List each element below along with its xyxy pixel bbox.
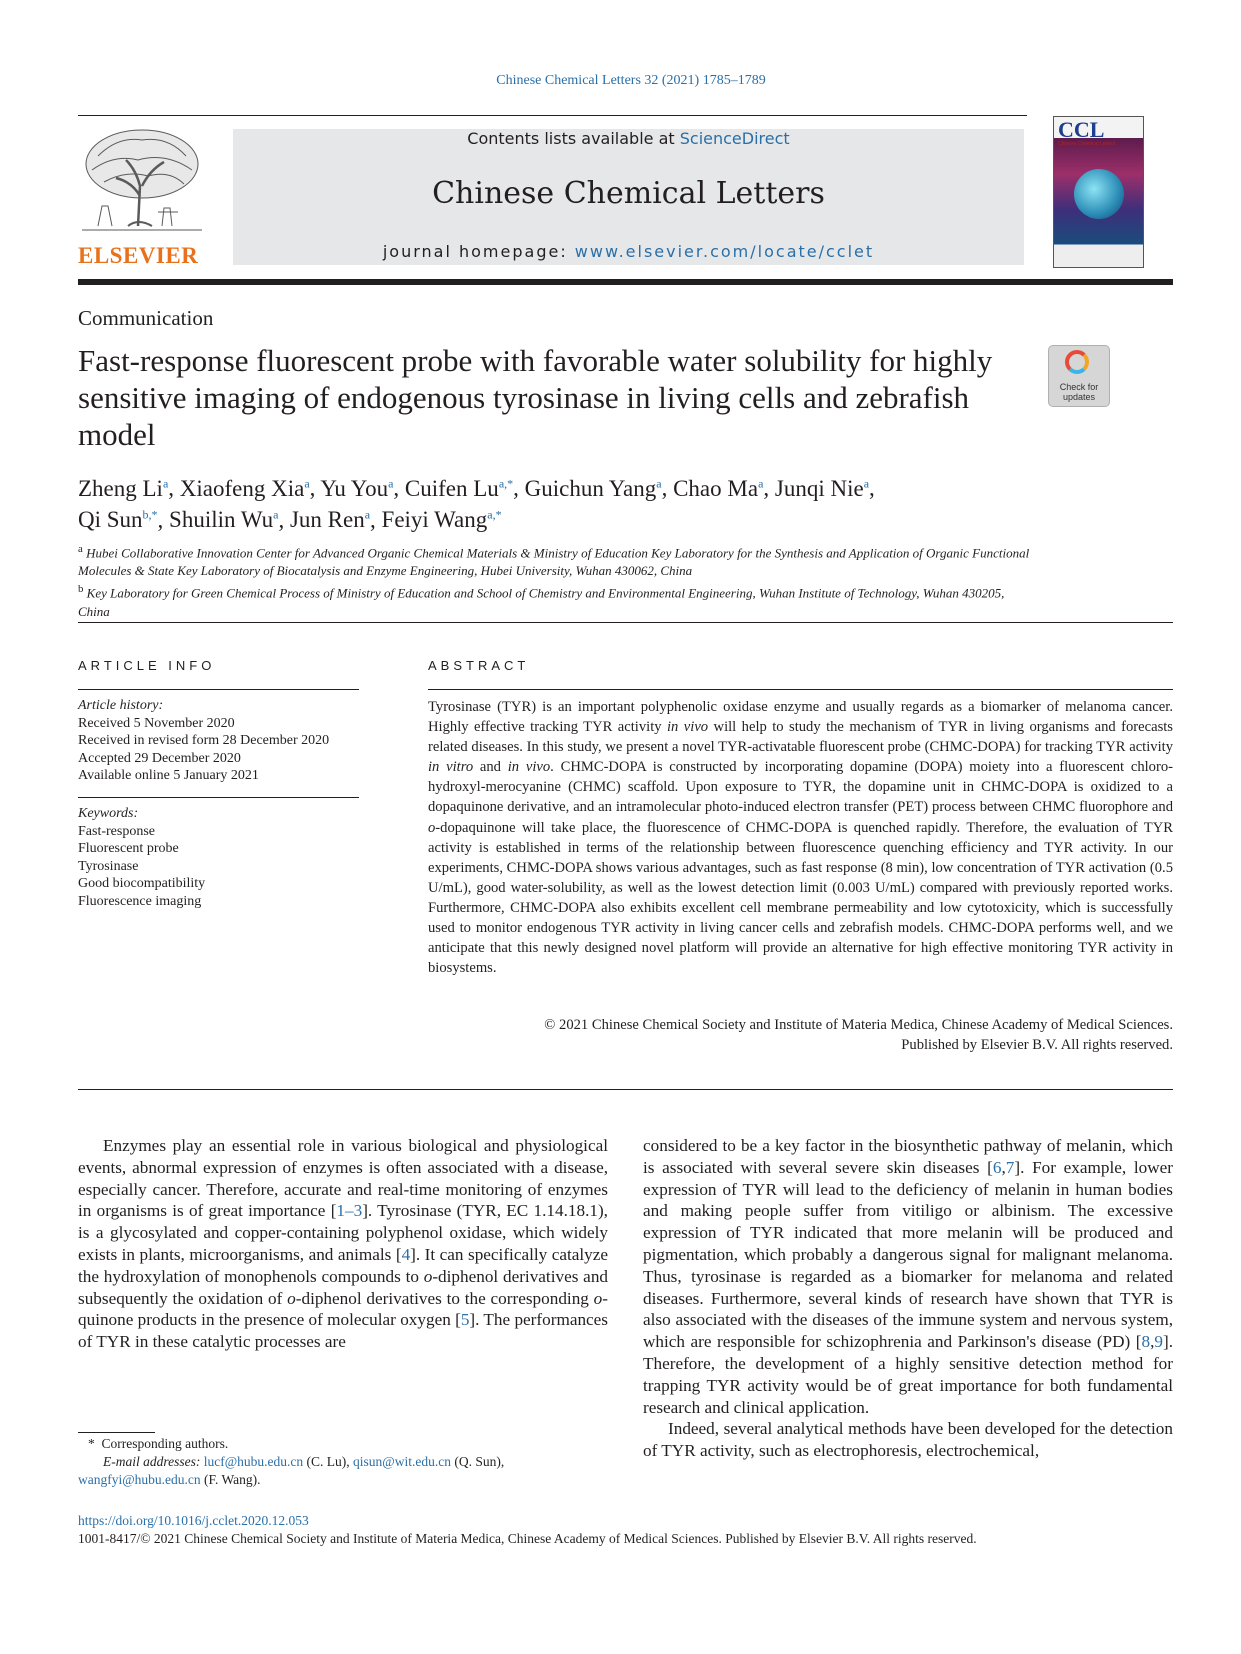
header-thick-rule — [78, 279, 1173, 285]
abstract-text: Tyrosinase (TYR) is an important polyphenolic oxidase enzyme and usually regards as a biomarker of melanoma cancer. Highly effective tracking TYR activity in vivo will help to study the mechanism of TYR in living organisms and forecasts related diseases. In this study, we present a novel TYR-activatable fluorescent probe (CHMC-DOPA) for tracking TYR activity in vitro and in vivo. CHMC-DOPA is constructed by incorporating dopamine (DOPA) moiety into a fluorescent chloro-hydroxyl-merocyanine (CHMC) scaffold. Upon exposure to TYR, the dopamine unit in CHMC-DOPA is oxidized to a dopaquinone derivative, and an intramolecular photo-induced electron transfer (PET) process between CHMC fluorophore and o-dopaquinone will take place, the fluorescence of CHMC-DOPA is quenched rapidly. Therefore, the evaluation of TYR activity is established in terms of the relationship between fluorescence quenching efficiency and TYR activity. In our experiments, CHMC-DOPA shows various advantages, such as fast response (8 min), low concentration of TYR activation (0.5 U/mL), good water-solubility, as well as the lowest detection limit (0.003 U/mL) compared with previously reported works. Furthermore, CHMC-DOPA also exhibits excellent cell membrane permeability and low cytotoxicity, which is successfully used to monitor endogenous TYR activity in living cancer cells and zebrafish models. CHMC-DOPA performs well, and we anticipate that this newly designed novel platform will provide an alternative for high effective monitoring TYR activity in biosystems. — [428, 699, 1173, 977]
abstract-publisher: Published by Elsevier B.V. All rights reserved. — [901, 1037, 1173, 1053]
email-link[interactable]: lucf@hubu.edu.cn — [203, 1454, 304, 1469]
article-info-heading: ARTICLE INFO — [78, 658, 216, 673]
footnote-rule — [78, 1432, 155, 1433]
cover-subtitle: Chinese Chemical Letters — [1058, 141, 1116, 147]
issn-copyright: 1001-8417/© 2021 Chinese Chemical Society and Institute of Materia Medica, Chinese Academy of Medical Sciences. Published by Elsevier B.V. All rights reserved. — [78, 1531, 977, 1546]
contents-prefix: Contents lists available at — [467, 129, 680, 148]
citation-link[interactable]: 6 — [992, 1157, 1002, 1177]
section-rule — [78, 622, 1173, 623]
abstract-rule — [428, 689, 1173, 690]
citation-link[interactable]: 7 — [1005, 1157, 1015, 1177]
keyword: Fluorescence imaging — [78, 893, 202, 909]
history-item: Accepted 29 December 2020 — [78, 750, 241, 766]
history-item: Received in revised form 28 December 2020 — [78, 733, 330, 749]
history-item: Available online 5 January 2021 — [78, 768, 259, 784]
citation-link[interactable]: 5 — [460, 1310, 470, 1330]
keyword: Tyrosinase — [78, 858, 139, 874]
citation-link[interactable]: 4 — [401, 1244, 411, 1264]
author: Guichun Yang$^a$ — [524, 475, 662, 501]
author: Cuifen $Lu^{a,*}$ — [404, 475, 514, 501]
footnote — [78, 1435, 638, 1489]
keyword: Fast-response — [78, 823, 155, 839]
email-line: E-mail addresses: lucf@hubu.edu.cn (C. Lu), qisun@wit.edu.cn (Q. Sun), — [103, 1454, 505, 1469]
check-updates-icon — [1065, 350, 1089, 374]
journal-title: Chinese Chemical Letters — [432, 176, 825, 211]
elsevier-logo[interactable] — [78, 126, 208, 266]
journal-cover-image[interactable] — [1053, 116, 1144, 268]
citation-link[interactable]: 1–3 — [336, 1201, 363, 1221]
citation-link[interactable]: 9 — [1154, 1332, 1163, 1352]
body-paragraph: considered to be a key factor in the biosynthetic pathway of melanin, which is associated with several severe skin diseases [6,7]. For example, lower expression of TYR will lead to the deficiency of melanin in human bodies and making people suffer from vitiligo or albinism. The excessive expression of TYR indicated that more melanin will be produced and pigmentation, which probably a dangerous signal for malignant melanoma. Thus, tyrosinase is regarded as a biomarker for melanoma and related diseases. Furthermore, several kinds of research have shown that TYR is also associated with the diseases of the immune system and nervous system, which are responsible for schizophrenia and Parkinson's disease (PD) [8,9]. Therefore, the development of a highly sensitive detection method for trapping TYR activity would be of great importance for both fundamental research and clinical application. — [643, 1136, 1174, 1417]
author: Qi Sun$^{b,*}$ — [78, 507, 158, 533]
doi-link[interactable]: https://doi.org/10.1016/j.cclet.2020.12.053 — [78, 1513, 309, 1528]
article-history — [78, 697, 368, 785]
sciencedirect-link[interactable]: ScienceDirect — [679, 129, 790, 148]
body-paragraph: Enzymes play an essential role in various biological and physiological events, abnormal expression of enzymes is often associated with a disease, especially cancer. Therefore, accurate and real-time monitoring of enzymes in organisms is of great importance [1–3]. Tyrosinase (TYR, EC 1.14.18.1), is a glycosylated and copper-containing polyphenol oxidase, which widely exists in plants, microorganisms, and animals [4]. It can specifically catalyze the hydroxylation of monophenols compounds to o-diphenol derivatives and subsequently the oxidation of o-diphenol derivatives to the corresponding o-quinone products in the presence of molecular oxygen [5]. The performances of TYR in these catalytic processes are — [78, 1136, 609, 1352]
keywords — [78, 805, 368, 911]
body-column-left — [78, 1135, 608, 1353]
journal-header — [233, 129, 1024, 265]
journal-homepage-link[interactable]: www.elsevier.com/locate/cclet — [574, 242, 875, 261]
author: Jun Ren$^a$ — [289, 507, 371, 533]
cover-artwork — [1074, 169, 1124, 219]
affiliation: $^a$ Hubei Collaborative Innovation Center for Advanced Organic Chemical Materials & Ministry of Education Key Laboratory for the Synthesis and Application of Organic Functional Molecules & State Key Laboratory of Biocatalysis and Enzyme Engineering, Hubei University, Wuhan 430062, China — [78, 543, 1030, 579]
body-column-right — [643, 1135, 1173, 1462]
keyword: Fluorescent probe — [78, 841, 179, 857]
keywords-label: Keywords: — [78, 806, 139, 821]
author: Shuilin Wu$^a$ — [169, 507, 279, 533]
email-link[interactable]: qisun@wit.edu.cn — [353, 1454, 451, 1469]
email-line: wangfyi@hubu.edu.cn (F. Wang). — [78, 1472, 261, 1487]
author: Yu You$^a$ — [320, 475, 394, 501]
journal-reference[interactable]: Chinese Chemical Letters 32 (2021) 1785–1789 — [496, 73, 766, 88]
info-rule — [78, 689, 359, 690]
body-rule — [78, 1089, 1173, 1090]
author: Junqi Nie$^a$ — [774, 475, 870, 501]
keyword: Good biocompatibility — [78, 876, 206, 892]
affiliation: $^b$ Key Laboratory for Green Chemical Process of Ministry of Education and School of Chemistry and Environmental Engineering, Wuhan Institute of Technology, Wuhan 430205, China — [78, 583, 1005, 619]
abstract-heading: ABSTRACT — [428, 658, 530, 673]
citation-link[interactable]: 8 — [1141, 1332, 1151, 1352]
author: Feiyi Wang$^{a,*}$ — [381, 507, 502, 533]
author-list: Zheng Li$^a$, Xiaofeng Xia$^a$, Yu You$^a$, Cuifen $Lu^{a,*}$, Guichun Yang$^a$, Chao Ma$^a$, Junqi Nie$^a$, Qi Sun$^{b,*}$, Shuilin Wu$^a$, Jun Ren$^a$, Feiyi Wang$^{a,*}$ — [78, 475, 875, 533]
history-label: Article history: — [78, 698, 164, 713]
email-link[interactable]: wangfyi@hubu.edu.cn — [78, 1472, 201, 1487]
elsevier-wordmark: ELSEVIER — [78, 243, 199, 268]
abstract-copyright: © 2021 Chinese Chemical Society and Institute of Materia Medica, Chinese Academy of Medical Sciences. — [544, 1017, 1173, 1033]
check-updates-label: Check for updates — [1059, 382, 1099, 402]
author: Chao Ma$^a$ — [673, 475, 764, 501]
body-paragraph: Indeed, several analytical methods have been developed for the detection of TYR activity, such as electrophoresis, electrochemical, — [643, 1419, 1173, 1461]
corresponding-note: * Corresponding authors. — [88, 1436, 229, 1451]
article-type: Communication — [78, 306, 214, 330]
header-rule — [78, 115, 1027, 116]
author: Zheng Li$^a$ — [78, 475, 169, 501]
author: Xiaofeng Xia$^a$ — [179, 475, 310, 501]
affiliations — [78, 540, 1038, 621]
homepage-prefix: journal homepage: — [382, 242, 575, 261]
elsevier-tree-icon — [78, 126, 206, 236]
info-rule — [78, 797, 359, 798]
cover-abbrev: CCL — [1058, 117, 1105, 142]
homepage-line — [233, 242, 1024, 261]
check-for-updates-button[interactable] — [1048, 345, 1110, 407]
contents-line — [233, 129, 1024, 148]
article-title: Fast-response fluorescent probe with favorable water solubility for highly sensitive imaging of endogenous tyrosinase in living cells and zebrafish model — [78, 343, 993, 452]
history-item: Received 5 November 2020 — [78, 715, 235, 731]
